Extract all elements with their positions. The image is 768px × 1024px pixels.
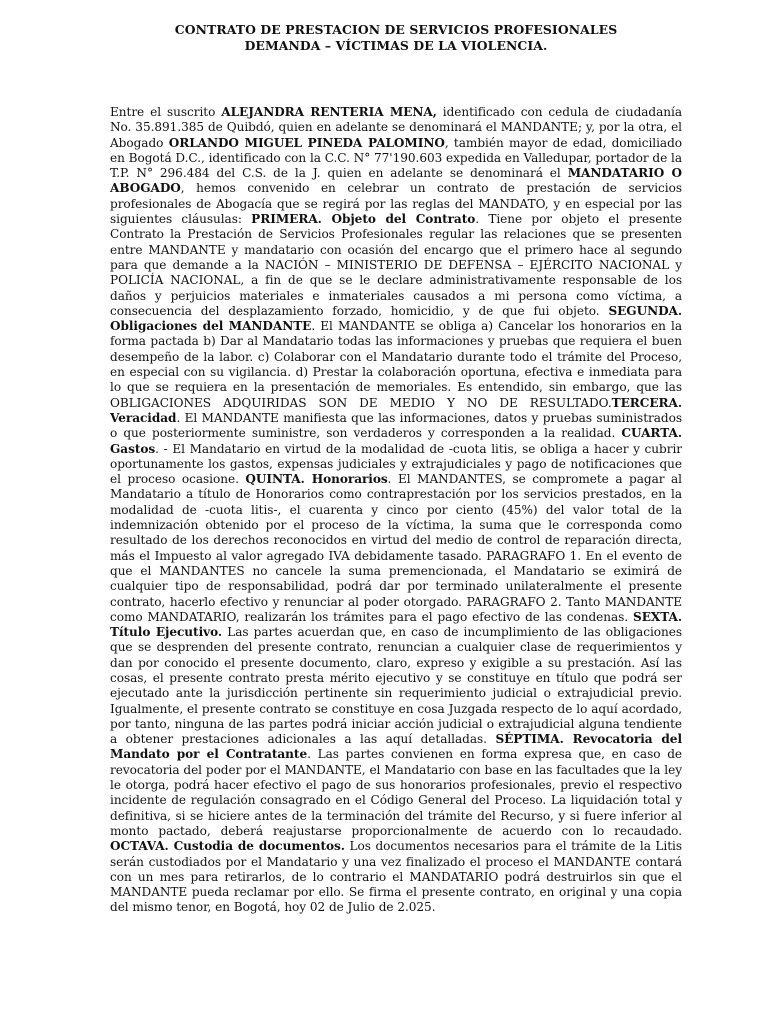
body-text-segment: . Tiene por objeto el presente Contrato la Prestación de Servicios Profesionales regular las relaciones que se presenten entre MANDANTE y mandatario con ocasión del encargo que el primero hace al segundo para que demande a la NACIÓN – MINISTERIO DE DEFENSA – EJÉRCITO NACIONAL y POLICÍA NACIONAL, a fin de que se le declare administrativamente responsable de los daños y perjuicios materiales e inmateriales causados a mi persona como víctima, a consecuencia del desplazamiento forzado, homicidio, y de que fui objeto. (110, 212, 682, 318)
body-bold-segment: ALEJANDRA RENTERIA MENA, (221, 105, 437, 119)
body-bold-segment: CUARTA. Gastos (110, 426, 682, 456)
body-bold-segment: SEXTA. Título Ejecutivo. (110, 609, 682, 640)
body-bold-segment: OCTAVA. Custodia de documentos. (110, 839, 345, 854)
body-text-segment: , hemos convenido en celebrar un contrato de prestación de servicios profesionales de Abogacía que se regirá por las reglas del MANDATO, y en especial por las siguientes cláusulas: (110, 181, 682, 227)
body-bold-segment: SÉPTIMA. Revocatoria del Mandato por el Contratante (110, 732, 682, 762)
body-text-segment: Los documentos necesarios para el trámite de la Litis serán custodiados por el Mandatario y una vez finalizado el proceso el MANDANTE contará con un mes para retirarlos, de lo contrario el MANDATARIO podrá destruirlos sin que el MANDANTE pueda reclamar por ello. Se firma el presente contrato, en original y una copia del mismo tenor, en Bogotá, hoy 02 de Julio de 2.025. (110, 839, 682, 915)
body-text-segment: , también mayor de edad, domiciliado en Bogotá D.C., identificado con la C.C. N° 77'190.603 expedida en Valledupar, portador de la T.P. N° 296.484 del C.S. de la J. quien en adelante se denominará el (110, 135, 682, 181)
body-text-segment: . El MANDANTE se obliga a) Cancelar los honorarios en la forma pactada b) Dar al Mandatario todas las informaciones y pruebas que requiera el buen desempeño de la labor. c) Colaborar con el Mandatario durante todo el trámite del Proceso, en especial con su vigilancia. d) Prestar la colaboración oportuna, efectiva e inmediata para lo que se requiera en la presentación de memoriales. Es entendido, sin embargo, que las OBLIGACIONES ADQUIRIDAS SON DE MEDIO Y NO DE RESULTADO. (110, 319, 682, 410)
body-text-segment: . - El Mandatario en virtud de la modalidad de -cuota litis, se obliga a hacer y cubrir oportunamente los gastos, expensas judiciales y extrajudiciales y pago de notificaciones que el proceso ocasione. (110, 441, 682, 487)
body-bold-segment: TERCERA. Veracidad (110, 395, 682, 425)
body-text-segment: Las partes acuerdan que, en caso de incumplimiento de las obligaciones que se desprenden del presente contrato, renuncian a cualquier clase de requerimientos y dan por conocido el presente documento, claro, expreso y exigible a su prestación. Así las cosas, el presente contrato presta mérito ejecutivo y se constituye en título que podrá ser ejecutado ante la jurisdicción pertinente sin requerimiento judicial o extrajudicial previo. Igualmente, el presente contrato se constituye en cosa Juzgada respecto de lo aquí acordado, por tanto, ninguna de las partes podrá iniciar acción judicial o extrajudicial alguna tendiente a obtener prestaciones adicionales a las aquí detalladas. (110, 625, 682, 747)
body-text-segment: . Las partes convienen en forma expresa que, en caso de revocatoria del poder por el MANDANTE, el Mandatario con base en las facultades que la ley le otorga, podrá hacer efectivo el pago de sus honorarios profesionales, previo el respectivo incidente de regulación consagrado en el Código General del Proceso. La liquidación total y definitiva, si se hiciere antes de la terminación del trámite del Recurso, y si fuere inferior al monto pactado, deberá reajustarse proporcionalmente de acuerdo con lo recaudado. (110, 747, 683, 838)
body-bold-segment: ORLANDO MIGUEL PINEDA PALOMINO (168, 135, 445, 150)
body-text-segment: . El MANDANTE manifiesta que las informaciones, datos y pruebas suministrados o que posteriormente suministre, son verdaderos y corresponden a la realidad. (110, 410, 682, 441)
body-bold-segment: PRIMERA. Objeto del Contrato (251, 212, 476, 227)
body-bold-segment: QUINTA. Honorarios (245, 472, 388, 487)
body-bold-segment: SEGUNDA. Obligaciones del MANDANTE (110, 303, 682, 334)
body-bold-segment: MANDATARIO O ABOGADO (110, 166, 682, 196)
body-text-segment: . El MANDANTES, se compromete a pagar al Mandatario a título de Honorarios como contraprestación por los servicios prestados, en la modalidad de -cuota litis-, el cuarenta y cinco por ciento (45%) del valor total de la indemnización obtenido por el proceso de la víctima, la suma que le corresponda como resultado de los derechos reconocidos en virtud del medio de control de reparación directa, más el Impuesto al valor agregado IVA debidamente tasado. PARAGRAFO 1. En el evento de que el MANDANTES no cancele la suma premencionada, el Mandatario se eximirá de cualquier tipo de responsabilidad, podrá dar por terminado unilateralmente el presente contrato, hacerlo efectivo y renunciar al poder otorgado. PARAGRAFO 2. Tanto MANDANTE como MANDATARIO, realizarán los trámites para el pago efectivo de las condenas. (110, 472, 683, 624)
body-text-segment: Entre el suscrito (110, 105, 222, 119)
title-line-1: CONTRATO DE PRESTACION DE SERVICIOS PROFESIONALES (174, 22, 618, 37)
body-text-segment: identificado con cedula de ciudadanía No. 35.891.385 de Quibdó, quien en adelante se denominará el MANDANTE; y, por la otra, el Abogado (110, 105, 682, 150)
title-line-2: DEMANDA – VÍCTIMAS DE LA VIOLENCIA. (244, 38, 548, 53)
contract-body (110, 105, 682, 916)
document-title (110, 22, 682, 54)
